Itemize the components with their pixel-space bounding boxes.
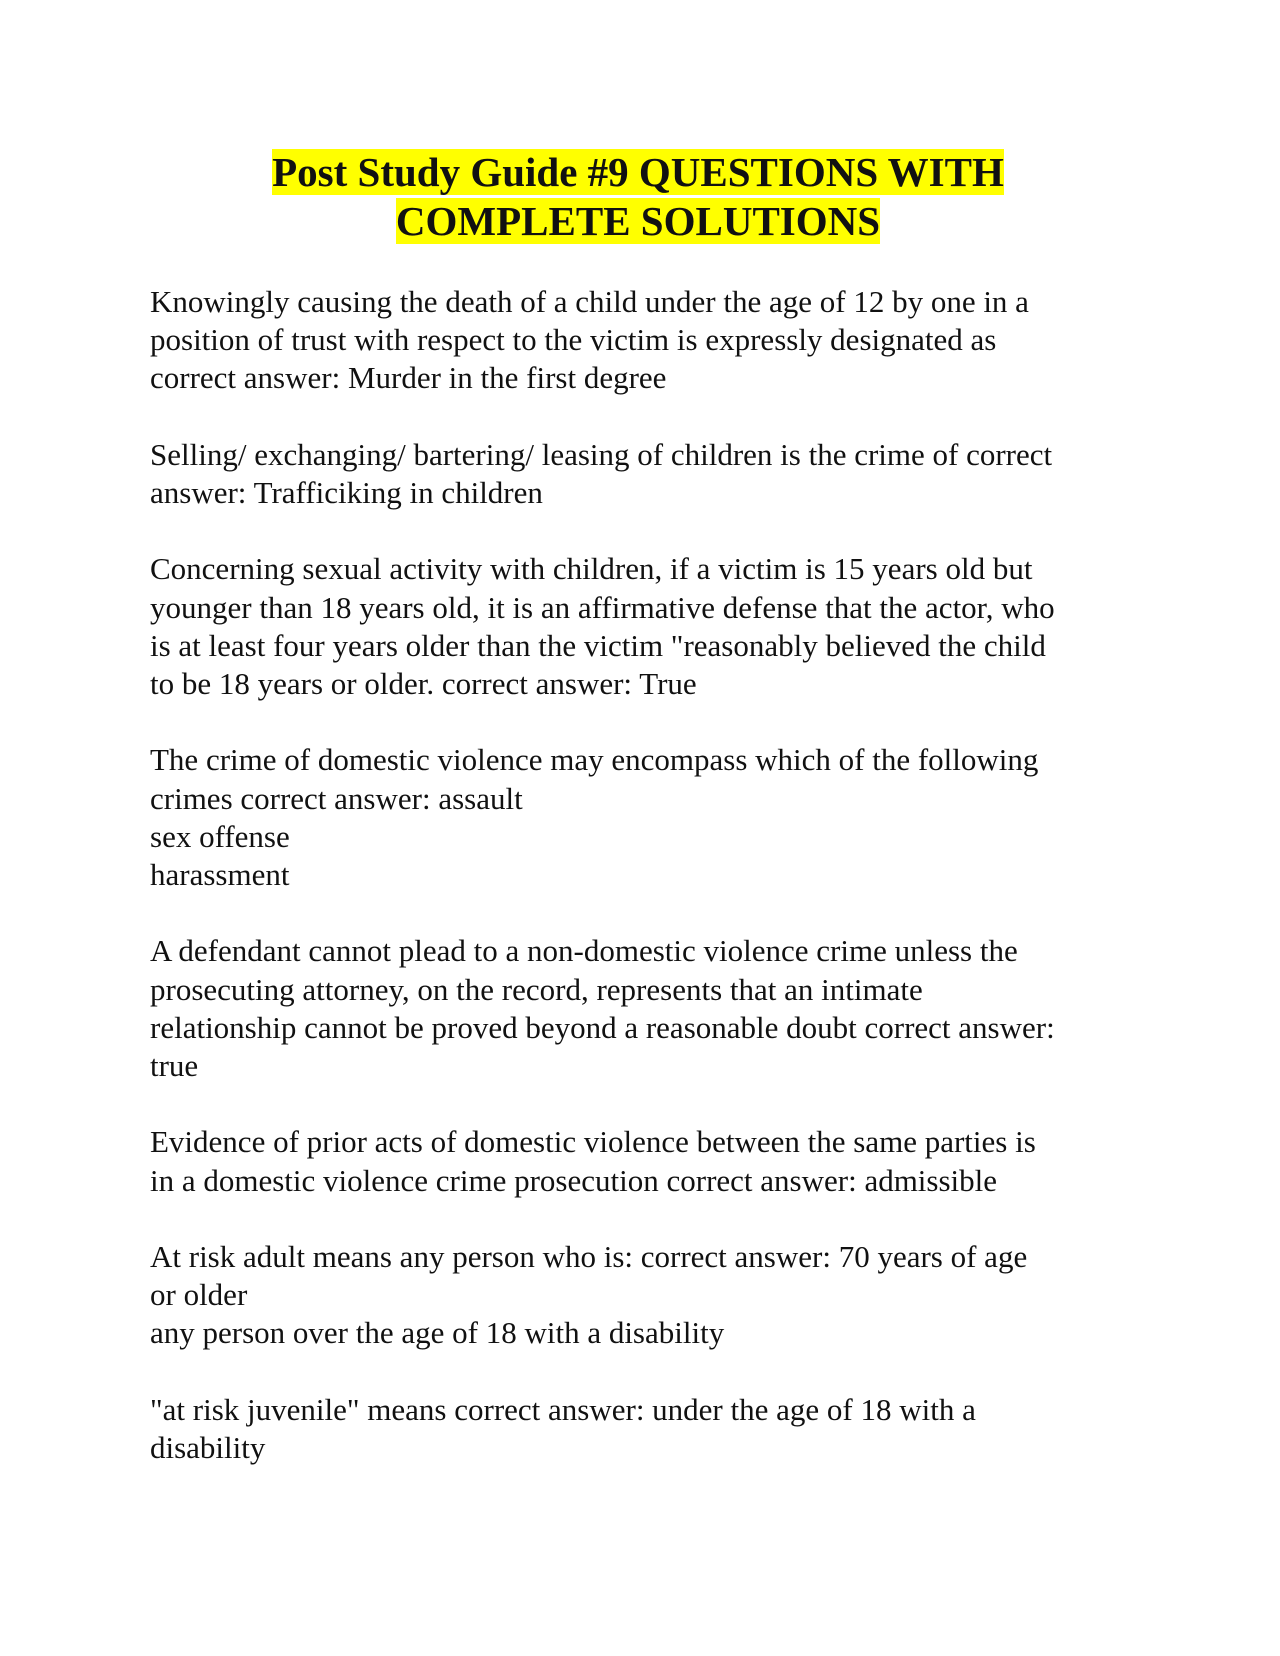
page-title [150, 148, 1126, 246]
question-answer-item [150, 436, 1140, 512]
text-line: harassment [150, 857, 290, 892]
question-answer-item [150, 741, 1140, 894]
text-line: crimes correct answer: assault [150, 780, 523, 816]
question-answer-item [150, 932, 1140, 1085]
text-line: younger than 18 years old, it is an affirmative defense that the actor, who [150, 589, 1055, 625]
question-answer-item [150, 1238, 1140, 1353]
text-line: sex offense [150, 818, 290, 854]
text-line: to be 18 years or older. correct answer: True [150, 666, 697, 701]
title-line-1: Post Study Guide #9 QUESTIONS WITH [272, 149, 1004, 195]
question-answer-item [150, 550, 1140, 703]
question-answer-item [150, 1391, 1140, 1467]
text-line: Concerning sexual activity with children, if a victim is 15 years old but [150, 551, 1033, 587]
question-answer-item [150, 1123, 1140, 1199]
text-line: disability [150, 1429, 266, 1465]
text-line: "at risk juvenile" means correct answer: under the age of 18 with a [150, 1391, 976, 1427]
text-line: At risk adult means any person who is: correct answer: 70 years of age [150, 1238, 1028, 1274]
text-line: relationship cannot be proved beyond a reasonable doubt correct answer: [150, 1009, 1055, 1045]
text-line: Evidence of prior acts of domestic violence between the same parties is [150, 1124, 1036, 1160]
text-line: any person over the age of 18 with a disability [150, 1315, 725, 1351]
text-line: correct answer: Murder in the first degree [150, 360, 667, 396]
text-line: Knowingly causing the death of a child under the age of 12 by one in a [150, 284, 1029, 319]
text-line: or older [150, 1277, 248, 1313]
text-line: true [150, 1048, 199, 1083]
text-line: answer: Trafficiking in children [150, 475, 543, 510]
document-body [150, 283, 1140, 1505]
text-line: The crime of domestic violence may encompass which of the following [150, 742, 1039, 778]
text-line: position of trust with respect to the victim is expressly designated as [150, 322, 997, 358]
question-answer-item [150, 283, 1140, 398]
title-line-2: COMPLETE SOLUTIONS [395, 198, 881, 244]
text-line: prosecuting attorney, on the record, represents that an intimate [150, 971, 923, 1007]
text-line: Selling/ exchanging/ bartering/ leasing of children is the crime of correct [150, 436, 1053, 472]
text-line: in a domestic violence crime prosecution correct answer: admissible [150, 1162, 998, 1198]
text-line: A defendant cannot plead to a non-domestic violence crime unless the [150, 933, 1018, 969]
text-line: is at least four years older than the victim "reasonably believed the child [150, 627, 1046, 663]
